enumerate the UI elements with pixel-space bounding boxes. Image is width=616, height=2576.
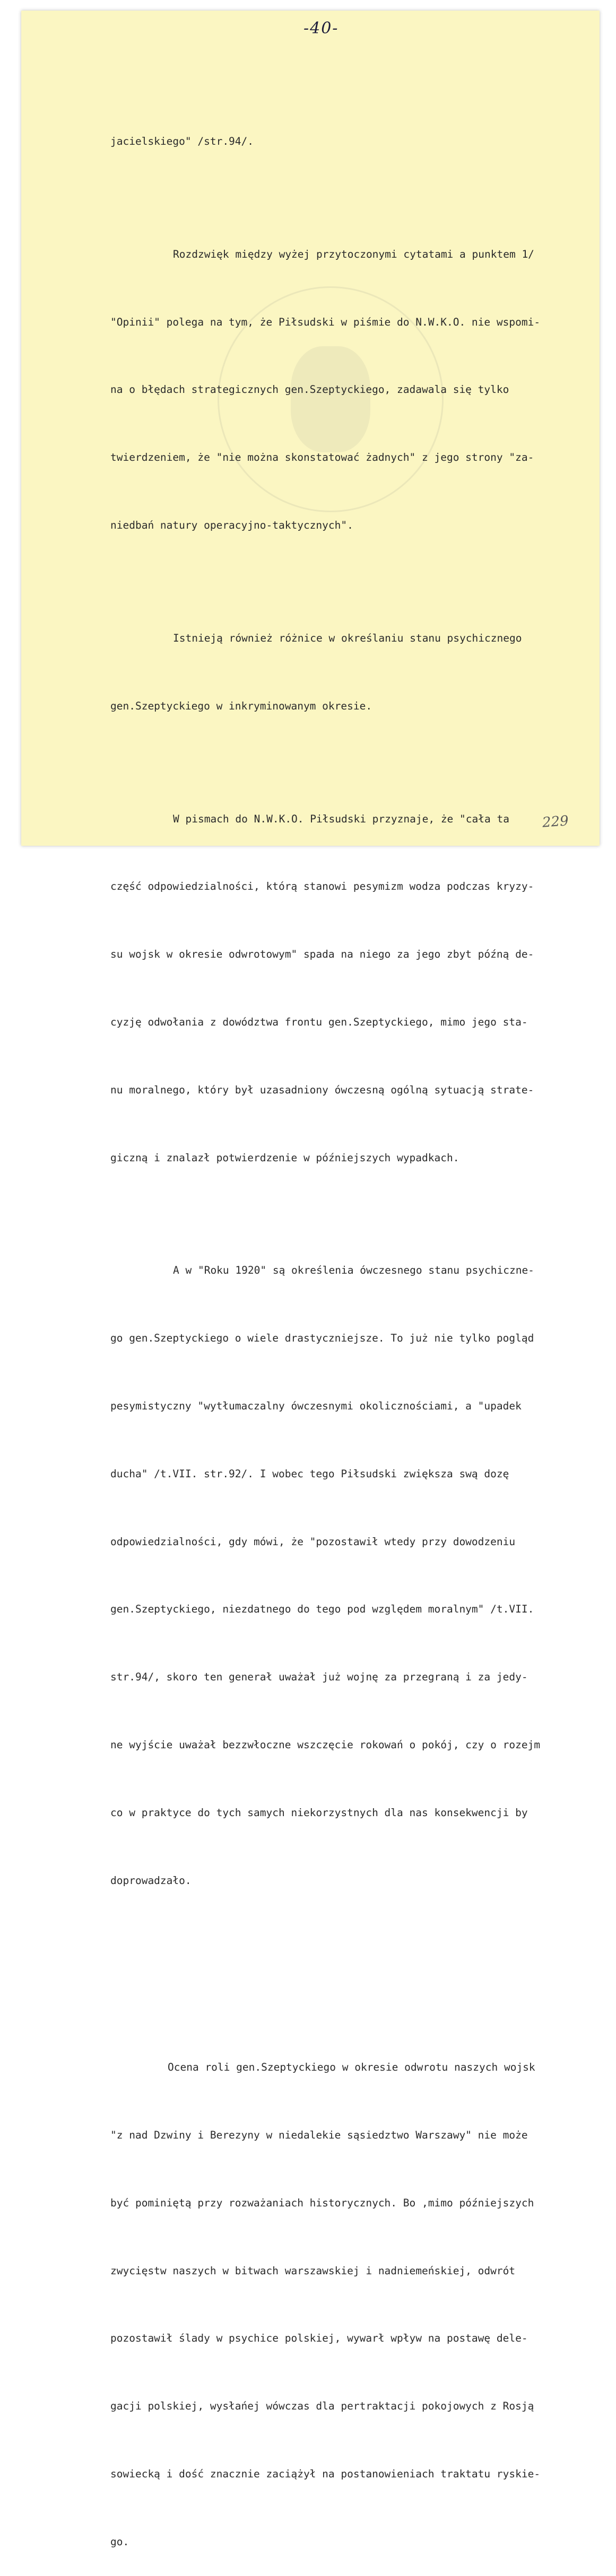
- paragraph-gap: [110, 1960, 588, 1966]
- document-body: [110, 63, 588, 2576]
- text-line: su wojsk w okresie odwrotowym" spada na niego za jego zbyt późną de-: [110, 948, 534, 961]
- text-line: go.: [110, 2535, 129, 2548]
- text-line: Istnieją również różnice w określaniu stanu psychicznego: [173, 632, 522, 644]
- archive-sheet-number: 229: [542, 813, 569, 831]
- text-line: doprowadzało.: [110, 1874, 192, 1887]
- text-line: zwycięstw naszych w bitwach warszawskiej i nadniemeńskiej, odwrót: [110, 2264, 516, 2277]
- text-line: pesymistyczny "wytłumaczalny ówczesnymi okolicznościami, a "upadek: [110, 1400, 522, 1413]
- text-line: część odpowiedzialności, którą stanowi pesymizm wodza podczas kryzy-: [110, 880, 534, 893]
- text-line: niedbań natury operacyjno-taktycznych".: [110, 519, 353, 531]
- text-line: ne wyjście uważał bezzwłoczne wszczęcie rokowań o pokój, czy o rozejm: [110, 1738, 541, 1751]
- page-number: -40-: [303, 19, 339, 38]
- text-line: co w praktyce do tych samych niekorzystnych dla nas konsekwencji by: [110, 1806, 528, 1819]
- text-line: pozostawił ślady w psychice polskiej, wywarł wpływ na postawę dele-: [110, 2332, 528, 2345]
- text-line: "z nad Dzwiny i Berezyny w niedalekie sąsiedztwo Warszawy" nie może: [110, 2129, 528, 2142]
- text-line: jacielskiego" /str.94/.: [110, 135, 254, 147]
- text-line: na o błędach strategicznych gen.Szeptyckiego, zadawala się tylko: [110, 383, 509, 396]
- text-line: ducha" /t.VII. str.92/. I wobec tego Piłsudski zwiększa swą dozę: [110, 1467, 509, 1480]
- text-line: być pominiętą przy rozważaniach historycznych. Bo ,mimo późniejszych: [110, 2196, 534, 2209]
- text-line: go gen.Szeptyckiego o wiele drastyczniejsze. To już nie tylko pogląd: [110, 1332, 534, 1345]
- text-line: Rozdzwięk między wyżej przytoczonymi cytatami a punktem 1/: [173, 248, 534, 260]
- text-line: gen.Szeptyckiego, niezdatnego do tego pod względem moralnym" /t.VII.: [110, 1603, 534, 1616]
- text-line: sowiecką i dość znacznie zaciążył na postanowieniach traktatu ryskie-: [110, 2467, 541, 2480]
- text-line: odpowiedzialności, gdy mówi, że "pozostawił wtedy przy dowodzeniu: [110, 1535, 516, 1548]
- text-line: gacji polskiej, wysłańej wówczas dla pertraktacji pokojowych z Rosją: [110, 2400, 534, 2413]
- text-line: "Opinii" polega na tym, że Piłsudski w piśmie do N.W.K.O. nie wspomi-: [110, 316, 541, 328]
- text-line: cyzję odwołania z dowództwa frontu gen.Szeptyckiego, mimo jego sta-: [110, 1015, 528, 1028]
- text-line: gen.Szeptyckiego w inkryminowanym okresie.: [110, 699, 372, 712]
- text-line: twierdzeniem, że "nie można skonstatować żadnych" z jego strony "za-: [110, 451, 534, 464]
- text-line: giczną i znalazł potwierdzenie w późniejszych wypadkach.: [110, 1151, 459, 1164]
- text-line: W pismach do N.W.K.O. Piłsudski przyznaje, że "cała ta: [173, 812, 509, 825]
- text-line: str.94/, skoro ten generał uważał już wojnę za przegraną i za jedy-: [110, 1671, 528, 1684]
- text-line: nu moralnego, który był uzasadniony ówczesną ogólną sytuacją strate-: [110, 1083, 534, 1096]
- text-line: A w "Roku 1920" są określenia ówczesnego stanu psychiczne-: [173, 1264, 534, 1277]
- text-line: Ocena roli gen.Szeptyckiego w okresie odwrotu naszych wojsk: [168, 2061, 535, 2074]
